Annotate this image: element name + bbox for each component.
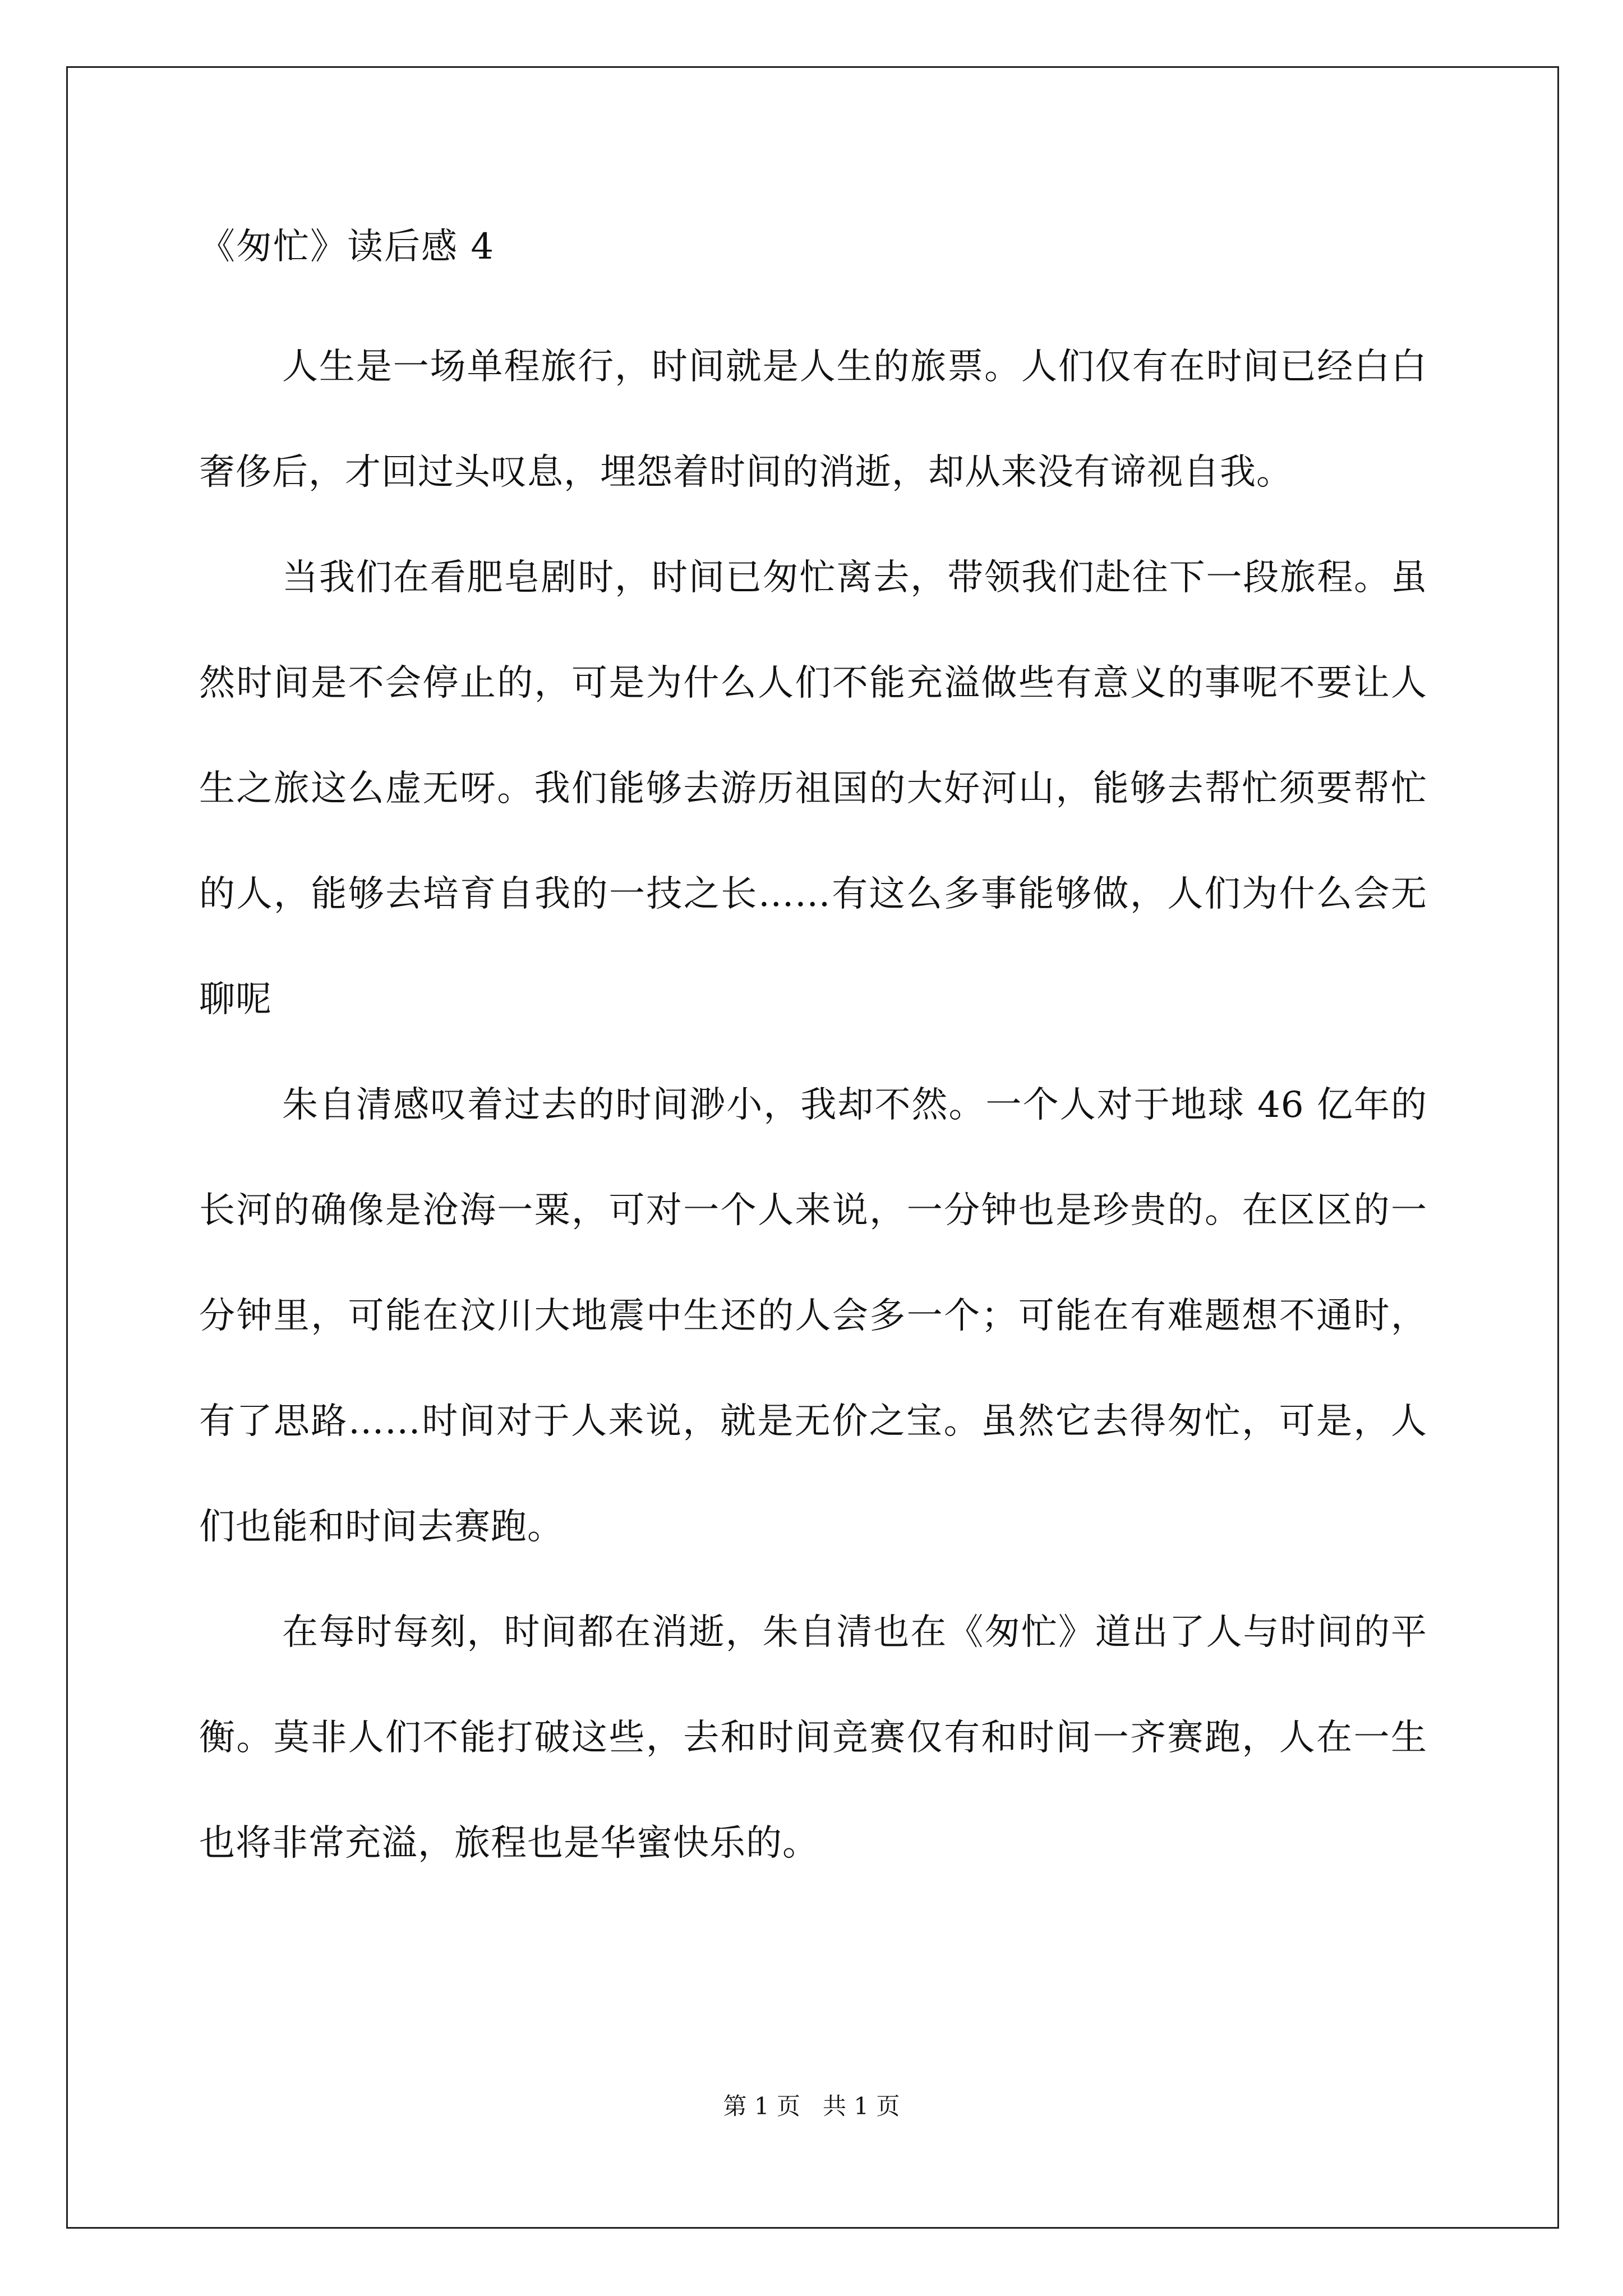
page-footer: 第 1 页 共 1 页	[723, 2092, 900, 2120]
document-body	[199, 314, 1427, 1896]
paragraph-4: 在每时每刻，时间都在消逝，朱自清也在《匆忙》道出了人与时间的平衡。莫非人们不能打破这些，去和时间竞赛仅有和时间一齐赛跑，人在一生也将非常充溢，旅程也是华蜜快乐的。	[199, 1612, 1427, 1864]
paragraph-3: 朱自清感叹着过去的时间渺小，我却不然。一个人对于地球 46 亿年的长河的确像是沧海一粟，可对一个人来说，一分钟也是珍贵的。在区区的一分钟里，可能在汶川大地震中生还的人会多一个；可能在有难题想不通时，有了思路……时间对于人来说，就是无价之宝。虽然它去得匆忙，可是，人们也能和时间去赛跑。	[199, 1084, 1427, 1548]
paragraph-1: 人生是一场单程旅行，时间就是人生的旅票。人们仅有在时间已经白白奢侈后，才回过头叹息，埋怨着时间的消逝，却从来没有谛视自我。	[199, 346, 1427, 493]
paragraph-2: 当我们在看肥皂剧时，时间已匆忙离去，带领我们赴往下一段旅程。虽然时间是不会停止的，可是为什么人们不能充溢做些有意义的事呢不要让人生之旅这么虚无呀。我们能够去游历祖国的大好河山，能够去帮忙须要帮忙的人，能够去培育自我的一技之长……有这么多事能够做，人们为什么会无聊呢	[199, 557, 1427, 1020]
document-title: 《匆忙》读后感 4	[199, 226, 495, 268]
